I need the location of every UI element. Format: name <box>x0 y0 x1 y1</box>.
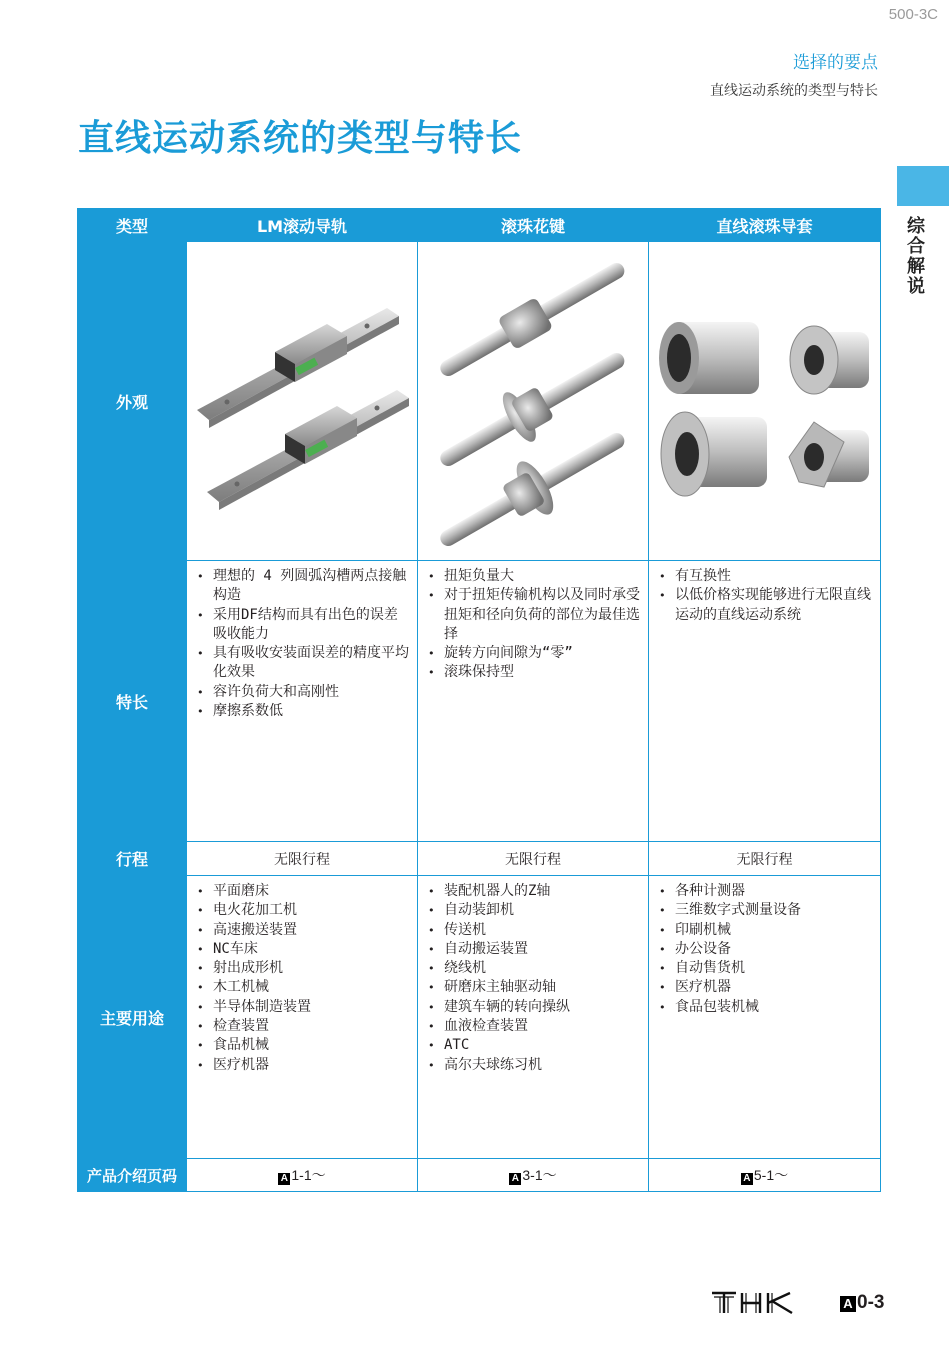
ball-spline-stroke: 无限行程 <box>418 842 649 876</box>
list-item: • 血液检查装置 <box>428 1017 640 1036</box>
stroke-row <box>78 842 881 876</box>
list-item: • 具有吸收安装面误差的精度平均化效果 <box>197 644 409 683</box>
appearance-row <box>78 242 881 561</box>
list-item: • 滚珠保持型 <box>428 663 640 682</box>
ref-row <box>78 1159 881 1192</box>
lm-guide-image <box>187 242 416 560</box>
list-item: • 采用DF结构而具有出色的误差吸收能力 <box>197 606 409 645</box>
thk-logo <box>710 1290 796 1316</box>
section-a-icon: A <box>509 1173 521 1185</box>
linear-bushing-features-list <box>649 561 880 625</box>
row-label-type: 类型 <box>78 209 187 242</box>
column-header-lm-guide: LM滚动导轨 <box>187 209 418 242</box>
list-item: • 自动售货机 <box>659 959 872 978</box>
section-a-icon: A <box>741 1173 753 1185</box>
ref-page-text: 3-1～ <box>522 1167 557 1183</box>
list-item: • 办公设备 <box>659 940 872 959</box>
row-label-ref: 产品介绍页码 <box>78 1159 187 1192</box>
comparison-table <box>77 208 881 1192</box>
ref-page-text: 1-1～ <box>291 1167 326 1183</box>
list-item: • 食品机械 <box>197 1036 409 1055</box>
document-code: 500-3C <box>888 6 938 23</box>
list-item: • 三维数字式测量设备 <box>659 901 872 920</box>
list-item: • 半导体制造装置 <box>197 998 409 1017</box>
side-tab-label: 综合解说 <box>904 216 925 296</box>
list-item: • NC车床 <box>197 940 409 959</box>
page-title: 直线运动系统的类型与特长 <box>78 118 523 159</box>
list-item: • 建筑车辆的转向操纵 <box>428 998 640 1017</box>
table-header-row <box>78 209 881 242</box>
linear-bushing-ref[interactable] <box>649 1159 881 1192</box>
column-header-linear-bushing: 直线滚珠导套 <box>649 209 881 242</box>
ball-spline-ref[interactable] <box>418 1159 649 1192</box>
linear-bushing-features-cell <box>649 561 881 842</box>
list-item: • 平面磨床 <box>197 882 409 901</box>
row-label-features: 特长 <box>78 561 187 842</box>
list-item: • 各种计测器 <box>659 882 872 901</box>
features-row <box>78 561 881 842</box>
ball-spline-uses-list <box>418 876 648 1075</box>
list-item: • 旋转方向间隙为“零” <box>428 644 640 663</box>
row-label-stroke: 行程 <box>78 842 187 876</box>
section-a-icon: A <box>840 1296 856 1312</box>
list-item: • 装配机器人的Z轴 <box>428 882 640 901</box>
ref-page-text: 5-1～ <box>753 1167 789 1183</box>
list-item: • 医疗机器 <box>659 978 872 997</box>
lm-guide-uses-cell <box>187 876 418 1159</box>
side-tab-marker <box>897 166 949 206</box>
ball-spline-features-cell <box>418 561 649 842</box>
section-a-icon: A <box>278 1173 290 1185</box>
ball-spline-uses-cell <box>418 876 649 1159</box>
subsection-title: 直线运动系统的类型与特长 <box>710 83 878 99</box>
list-item: • 高尔夫球练习机 <box>428 1056 640 1075</box>
uses-row <box>78 876 881 1159</box>
list-item: • ATC <box>428 1036 640 1055</box>
lm-guide-stroke: 无限行程 <box>187 842 418 876</box>
ball-spline-image-cell <box>418 242 649 561</box>
page-number <box>840 1292 884 1314</box>
list-item: • 高速搬送装置 <box>197 921 409 940</box>
linear-bushing-image <box>649 242 879 560</box>
list-item: • 扭矩负量大 <box>428 567 640 586</box>
list-item: • 电火花加工机 <box>197 901 409 920</box>
lm-guide-ref[interactable] <box>187 1159 418 1192</box>
linear-bushing-uses-list <box>649 876 880 1017</box>
list-item: • 研磨床主轴驱动轴 <box>428 978 640 997</box>
list-item: • 印刷机械 <box>659 921 872 940</box>
list-item: • 对于扭矩传输机构以及同时承受扭矩和径向负荷的部位为最佳选择 <box>428 586 640 644</box>
ball-spline-image <box>418 242 647 560</box>
list-item: • 自动搬运装置 <box>428 940 640 959</box>
list-item: • 自动装卸机 <box>428 901 640 920</box>
list-item: • 检查装置 <box>197 1017 409 1036</box>
list-item: • 摩擦系数低 <box>197 702 409 721</box>
list-item: • 有互换性 <box>659 567 872 586</box>
lm-guide-features-cell <box>187 561 418 842</box>
linear-bushing-uses-cell <box>649 876 881 1159</box>
list-item: • 理想的 4 列圆弧沟槽两点接触构造 <box>197 567 409 606</box>
list-item: • 传送机 <box>428 921 640 940</box>
lm-guide-uses-list <box>187 876 417 1075</box>
linear-bushing-stroke: 无限行程 <box>649 842 881 876</box>
list-item: • 以低价格实现能够进行无限直线运动的直线运动系统 <box>659 586 872 625</box>
linear-bushing-image-cell <box>649 242 881 561</box>
list-item: • 医疗机器 <box>197 1056 409 1075</box>
list-item: • 木工机械 <box>197 978 409 997</box>
page-number-text: 0-3 <box>857 1292 885 1313</box>
row-label-uses: 主要用途 <box>78 876 187 1159</box>
list-item: • 食品包装机械 <box>659 998 872 1017</box>
lm-guide-image-cell <box>187 242 418 561</box>
column-header-ball-spline: 滚珠花键 <box>418 209 649 242</box>
section-title: 选择的要点 <box>793 53 878 73</box>
list-item: • 容许负荷大和高刚性 <box>197 683 409 702</box>
list-item: • 射出成形机 <box>197 959 409 978</box>
list-item: • 绕线机 <box>428 959 640 978</box>
row-label-appearance: 外观 <box>78 242 187 561</box>
ball-spline-features-list <box>418 561 648 683</box>
lm-guide-features-list <box>187 561 417 721</box>
